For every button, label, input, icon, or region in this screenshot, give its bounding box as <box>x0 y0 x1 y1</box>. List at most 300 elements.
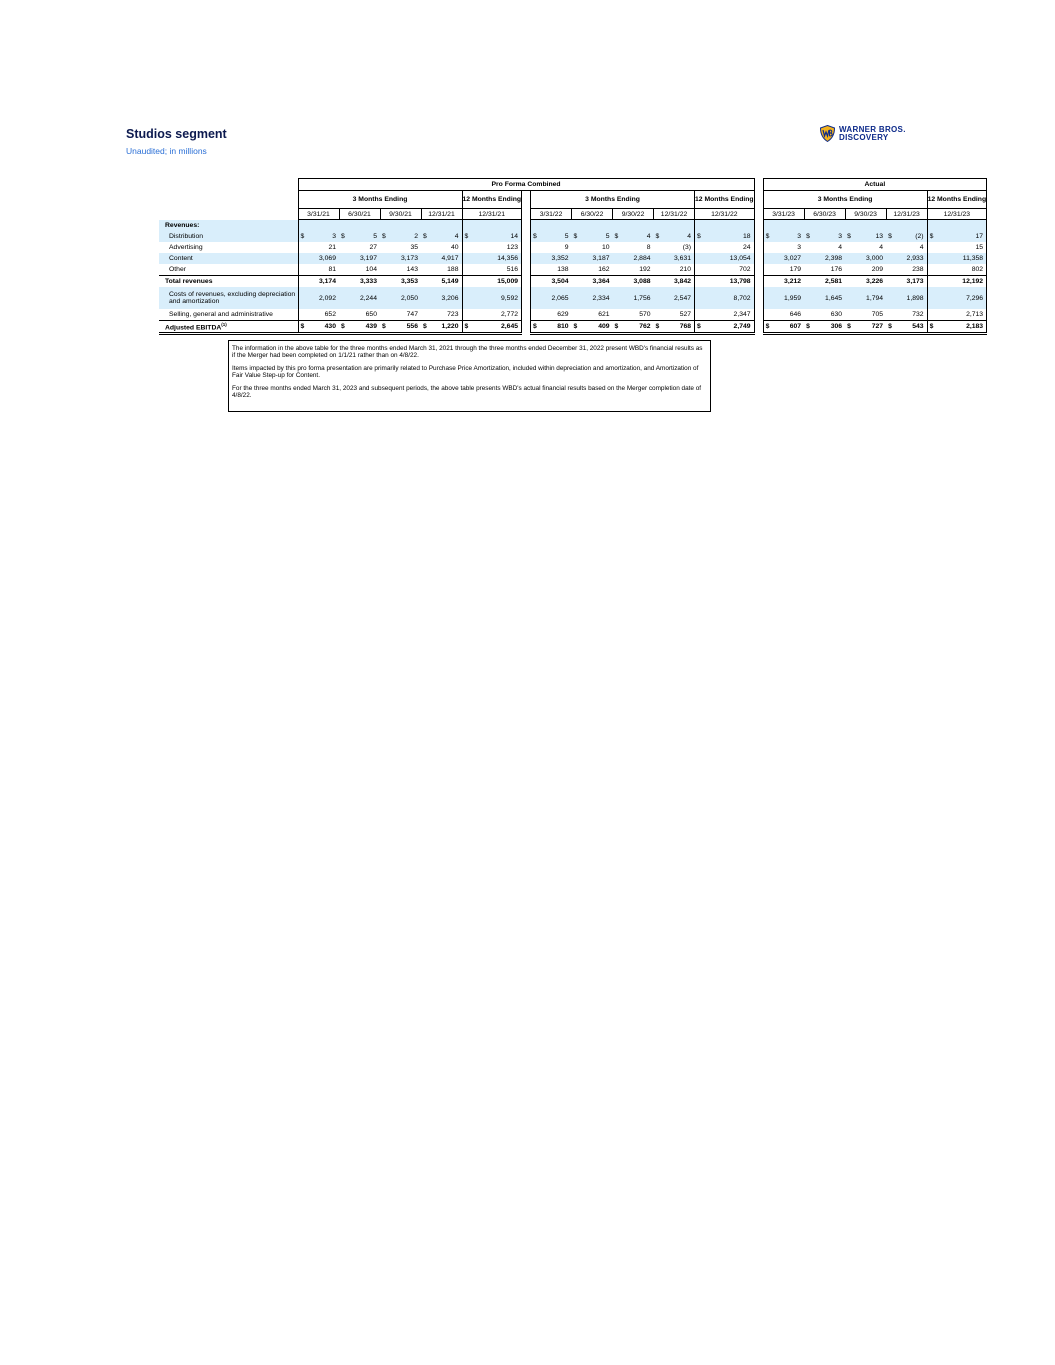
value-cell <box>845 276 886 288</box>
value-text: 14 <box>510 233 519 240</box>
value-cell <box>763 276 804 288</box>
value-cell <box>421 264 462 276</box>
value-text: 179 <box>789 266 802 273</box>
value-cell <box>298 253 339 264</box>
value-text: 2 <box>414 233 418 240</box>
value-cell <box>339 287 380 309</box>
value-text: 2,547 <box>674 294 692 302</box>
table-row <box>159 321 987 334</box>
value-cell <box>531 253 572 264</box>
value-cell <box>421 253 462 264</box>
value-cell <box>654 309 695 321</box>
value-cell <box>654 242 695 253</box>
currency-symbol: $ <box>888 233 892 240</box>
value-text: 11,358 <box>962 255 984 262</box>
value-cell <box>531 242 572 253</box>
currency-symbol: $ <box>806 233 810 240</box>
value-text: 2,772 <box>501 311 519 318</box>
value-text: 9 <box>564 244 569 251</box>
value-cell <box>531 276 572 288</box>
date-header: 12/31/22 <box>654 209 695 220</box>
value-text: 192 <box>639 266 651 273</box>
value-text: 2,884 <box>633 255 651 262</box>
value-cell <box>339 321 380 334</box>
row-label: Other <box>169 266 186 273</box>
value-cell <box>804 287 845 309</box>
value-cell <box>845 309 886 321</box>
value-cell <box>695 253 755 264</box>
value-text: 4 <box>454 233 459 240</box>
value-cell <box>654 276 695 288</box>
value-cell <box>298 287 339 309</box>
header-row-periods <box>159 191 987 209</box>
value-text: 3,027 <box>784 255 802 262</box>
value-text: 439 <box>365 323 377 330</box>
currency-symbol: $ <box>300 233 305 240</box>
value-text: 2,065 <box>551 294 569 302</box>
value-cell <box>462 242 522 253</box>
value-cell <box>763 321 804 334</box>
value-cell <box>531 231 572 242</box>
value-cell <box>421 321 462 334</box>
value-text: 15 <box>975 244 984 251</box>
value-cell <box>804 309 845 321</box>
value-text: 629 <box>557 311 569 318</box>
value-text: 209 <box>871 266 884 273</box>
value-cell <box>695 287 755 309</box>
value-text: 2,749 <box>733 323 751 330</box>
value-cell <box>572 276 613 288</box>
value-cell <box>572 231 613 242</box>
header-row-groups <box>159 179 987 191</box>
period-12-months-b: 12 Months Ending <box>695 191 755 209</box>
value-cell <box>845 231 886 242</box>
currency-symbol: $ <box>806 323 810 330</box>
value-text: 1,220 <box>441 323 459 330</box>
currency-symbol: $ <box>382 233 386 240</box>
value-cell <box>886 321 927 334</box>
value-text: 188 <box>447 266 459 273</box>
value-cell <box>339 264 380 276</box>
currency-symbol: $ <box>341 233 345 240</box>
value-cell <box>763 264 804 276</box>
value-cell <box>613 242 654 253</box>
value-cell <box>380 321 421 334</box>
value-text: 13,054 <box>729 255 751 262</box>
value-text: 2,244 <box>359 294 377 302</box>
value-cell <box>462 231 522 242</box>
currency-symbol: $ <box>929 233 934 240</box>
value-cell <box>380 264 421 276</box>
footnotes-box <box>228 340 711 412</box>
value-cell <box>845 287 886 309</box>
currency-symbol: $ <box>888 323 892 330</box>
value-text: 7,296 <box>966 294 984 302</box>
value-cell <box>462 264 522 276</box>
value-text: 1,898 <box>906 294 924 302</box>
period-3-months-a: 3 Months Ending <box>298 191 462 209</box>
currency-symbol: $ <box>464 233 469 240</box>
value-text: 3,174 <box>318 278 336 285</box>
currency-symbol: $ <box>765 233 770 240</box>
value-cell <box>462 287 522 309</box>
value-text: 3 <box>797 244 802 251</box>
date-header: 12/31/23 <box>886 209 927 220</box>
value-text: 138 <box>557 266 569 273</box>
page-title: Studios segment <box>126 127 227 141</box>
table-row <box>159 231 987 242</box>
value-cell <box>927 309 987 321</box>
value-text: 12,192 <box>962 278 984 285</box>
value-text: 306 <box>830 323 843 330</box>
currency-symbol: $ <box>847 323 851 330</box>
value-cell <box>298 242 339 253</box>
value-cell <box>763 242 804 253</box>
value-text: 3,352 <box>551 255 569 262</box>
value-text: 762 <box>639 323 651 330</box>
value-cell <box>695 264 755 276</box>
value-text: 14,356 <box>497 255 519 262</box>
value-cell <box>886 276 927 288</box>
value-text: 2,933 <box>906 255 924 262</box>
value-text: 543 <box>912 323 924 330</box>
value-text: 3,088 <box>633 278 651 285</box>
value-cell <box>531 321 572 334</box>
value-text: 702 <box>739 266 751 273</box>
revenues-section-label: Revenues: <box>159 220 298 232</box>
value-cell <box>613 276 654 288</box>
header-row-dates <box>159 209 987 220</box>
value-text: 162 <box>598 266 610 273</box>
currency-symbol: $ <box>382 323 386 330</box>
value-text: 238 <box>912 266 924 273</box>
value-text: 3 <box>797 233 802 240</box>
value-text: 18 <box>743 233 751 240</box>
currency-symbol: $ <box>573 233 578 240</box>
date-header: 12/31/21 <box>421 209 462 220</box>
value-cell <box>572 287 613 309</box>
value-text: 2,334 <box>592 294 610 302</box>
value-text: 176 <box>830 266 843 273</box>
value-text: 621 <box>598 311 610 318</box>
currency-symbol: $ <box>533 233 537 240</box>
value-text: 810 <box>557 323 569 330</box>
value-cell <box>927 287 987 309</box>
value-cell <box>695 231 755 242</box>
company-logo <box>820 125 906 142</box>
value-cell <box>339 253 380 264</box>
value-cell <box>804 264 845 276</box>
value-cell <box>804 242 845 253</box>
date-header: 12/31/23 <box>927 209 987 220</box>
currency-symbol: $ <box>697 323 701 330</box>
value-cell <box>613 253 654 264</box>
value-cell <box>380 276 421 288</box>
value-cell <box>339 309 380 321</box>
value-text: 2,398 <box>825 255 843 262</box>
value-text: 3,333 <box>359 278 377 285</box>
value-cell <box>421 309 462 321</box>
value-cell <box>804 253 845 264</box>
value-cell <box>763 231 804 242</box>
currency-symbol: $ <box>533 323 537 330</box>
value-text: 40 <box>450 244 459 251</box>
value-cell <box>763 253 804 264</box>
table-row <box>159 309 987 321</box>
value-cell <box>298 309 339 321</box>
value-text: 3,187 <box>592 255 610 262</box>
value-cell <box>380 287 421 309</box>
value-text: 15,009 <box>497 278 519 285</box>
value-cell <box>298 231 339 242</box>
value-text: 430 <box>324 323 336 330</box>
value-cell <box>613 287 654 309</box>
row-label: Advertising <box>169 244 203 251</box>
value-text: 1,756 <box>633 294 651 302</box>
value-text: 3,212 <box>784 278 802 285</box>
note-pro-forma: The information in the above table for the three months ended March 31, 2021 through the three months ended December 31, 2022 present WBD's financial results as if the Merger had been completed on 1/1/21 rather than on 4/8/22. <box>232 345 703 359</box>
value-text: 4 <box>646 233 651 240</box>
value-cell <box>886 231 927 242</box>
value-cell <box>886 287 927 309</box>
currency-symbol: $ <box>614 323 619 330</box>
value-cell <box>613 231 654 242</box>
value-cell <box>380 309 421 321</box>
value-cell <box>462 276 522 288</box>
row-label: Costs of revenues, excluding depreciation and amortization <box>159 287 298 309</box>
value-cell <box>462 253 522 264</box>
value-cell <box>654 287 695 309</box>
value-cell <box>531 309 572 321</box>
value-text: 652 <box>324 311 336 318</box>
value-cell <box>695 309 755 321</box>
currency-symbol: $ <box>697 233 701 240</box>
date-header: 6/30/23 <box>804 209 845 220</box>
value-cell <box>654 321 695 334</box>
currency-symbol: $ <box>847 233 851 240</box>
value-text: 5 <box>605 233 610 240</box>
value-text: 8,702 <box>733 294 751 302</box>
value-text: 3,364 <box>592 278 610 285</box>
value-text: 3,842 <box>674 278 692 285</box>
value-text: 4 <box>879 244 884 251</box>
value-text: 4 <box>838 244 843 251</box>
value-text: 650 <box>365 311 377 318</box>
value-text: 3,353 <box>400 278 418 285</box>
note-items-impacted: Items impacted by this pro forma presentation are primarily related to Purchase Price Amortization, included within depreciation and amortization, and Amortization of Fair Value Step-up for Content. <box>232 365 699 379</box>
value-text: 646 <box>789 311 802 318</box>
value-cell <box>927 231 987 242</box>
value-cell <box>613 264 654 276</box>
value-text: 607 <box>789 323 802 330</box>
value-text: 3,173 <box>400 255 418 262</box>
value-text: 2,713 <box>966 311 984 318</box>
value-text: 3,000 <box>866 255 884 262</box>
currency-symbol: $ <box>765 323 770 330</box>
value-text: 1,959 <box>784 294 802 302</box>
table-row <box>159 276 987 288</box>
date-header: 9/30/22 <box>613 209 654 220</box>
value-cell <box>845 242 886 253</box>
value-text: 2,581 <box>825 278 843 285</box>
value-text: 104 <box>365 266 377 273</box>
row-label: Adjusted EBITDA$^{(1)}$ <box>159 321 298 334</box>
note-actual-results: For the three months ended March 31, 2023 and subsequent periods, the above table presents WBD's actual financial results based on the Merger completion date of 4/8/22. <box>232 385 702 399</box>
value-cell <box>613 309 654 321</box>
period-12-months-c: 12 Months Ending <box>927 191 987 209</box>
value-text: 630 <box>830 311 843 318</box>
value-text: 3,173 <box>906 278 924 285</box>
value-cell <box>421 287 462 309</box>
value-text: 556 <box>406 323 418 330</box>
value-cell <box>695 242 755 253</box>
value-text: 13,798 <box>729 278 751 285</box>
studios-segment-table <box>159 178 987 335</box>
value-text: 2,347 <box>733 311 751 318</box>
value-text: 2,050 <box>400 294 418 302</box>
value-text: 570 <box>639 311 651 318</box>
value-text: 802 <box>971 266 984 273</box>
value-text: 8 <box>646 244 651 251</box>
wb-shield-icon <box>820 125 835 142</box>
value-text: 81 <box>328 266 336 273</box>
value-cell <box>572 264 613 276</box>
value-text: 5,149 <box>441 278 459 285</box>
value-cell <box>421 242 462 253</box>
row-label: Selling, general and administrative <box>169 311 273 318</box>
value-cell <box>421 231 462 242</box>
value-text: 4 <box>919 244 924 251</box>
date-header: 6/30/21 <box>339 209 380 220</box>
value-text: 24 <box>743 244 751 251</box>
currency-symbol: $ <box>573 323 578 330</box>
value-cell <box>927 264 987 276</box>
value-cell <box>804 321 845 334</box>
value-cell <box>298 276 339 288</box>
value-text: 5 <box>564 233 569 240</box>
value-text: 21 <box>328 244 336 251</box>
period-3-months-b: 3 Months Ending <box>531 191 695 209</box>
value-text: 2,183 <box>966 323 984 330</box>
value-text: 9,592 <box>501 294 519 302</box>
value-cell <box>339 276 380 288</box>
logo-line-1: WARNER BROS. <box>839 124 906 134</box>
value-text: 727 <box>871 323 884 330</box>
value-cell <box>886 242 927 253</box>
value-cell <box>654 253 695 264</box>
value-cell <box>380 231 421 242</box>
value-cell <box>886 253 927 264</box>
value-cell <box>927 276 987 288</box>
value-cell <box>380 242 421 253</box>
value-cell <box>804 231 845 242</box>
value-cell <box>845 321 886 334</box>
value-cell <box>927 253 987 264</box>
value-text: 17 <box>975 233 984 240</box>
currency-symbol: $ <box>655 233 660 240</box>
currency-symbol: $ <box>300 323 305 330</box>
value-cell <box>654 264 695 276</box>
row-label: Total revenues <box>159 276 298 288</box>
value-cell <box>298 321 339 334</box>
value-cell <box>763 287 804 309</box>
value-cell <box>531 287 572 309</box>
value-cell <box>380 253 421 264</box>
value-cell <box>927 242 987 253</box>
group-pro-forma-combined: Pro Forma Combined <box>298 179 754 191</box>
value-cell <box>572 242 613 253</box>
value-cell <box>572 253 613 264</box>
currency-symbol: $ <box>423 233 427 240</box>
row-label: Distribution <box>159 231 298 242</box>
value-text: 10 <box>601 244 610 251</box>
value-text: 27 <box>369 244 377 251</box>
value-cell <box>654 231 695 242</box>
value-text: 747 <box>406 311 418 318</box>
date-header: 12/31/22 <box>695 209 755 220</box>
value-cell <box>613 321 654 334</box>
value-cell <box>804 276 845 288</box>
value-text: 723 <box>447 311 459 318</box>
value-cell <box>339 231 380 242</box>
value-text: 123 <box>506 244 519 251</box>
value-text: (3) <box>682 244 692 251</box>
value-text: 705 <box>871 311 884 318</box>
value-text: 3,631 <box>674 255 692 262</box>
currency-symbol: $ <box>423 323 427 330</box>
table-row <box>159 253 987 264</box>
value-cell <box>845 264 886 276</box>
value-text: 732 <box>912 311 924 318</box>
value-text: 409 <box>598 323 610 330</box>
value-cell <box>695 276 755 288</box>
value-cell <box>695 321 755 334</box>
table-row <box>159 287 987 309</box>
value-text: 527 <box>679 311 692 318</box>
value-text: 3,226 <box>866 278 884 285</box>
value-cell <box>886 309 927 321</box>
value-text: 3 <box>838 233 843 240</box>
table-row <box>159 242 987 253</box>
value-cell <box>572 321 613 334</box>
period-3-months-c: 3 Months Ending <box>763 191 927 209</box>
value-text: 1,794 <box>866 294 884 302</box>
date-header: 9/30/23 <box>845 209 886 220</box>
value-cell <box>421 276 462 288</box>
value-text: 3,069 <box>318 255 336 262</box>
value-text: 5 <box>373 233 377 240</box>
value-text: 3,504 <box>551 278 569 285</box>
currency-symbol: $ <box>464 323 469 330</box>
date-header: 9/30/21 <box>380 209 421 220</box>
value-text: 516 <box>506 266 519 273</box>
value-text: 143 <box>406 266 418 273</box>
date-header: 6/30/22 <box>572 209 613 220</box>
currency-symbol: $ <box>655 323 660 330</box>
value-cell <box>298 264 339 276</box>
currency-symbol: $ <box>341 323 345 330</box>
revenues-section-row <box>159 220 987 232</box>
value-cell <box>572 309 613 321</box>
value-cell <box>763 309 804 321</box>
page-subtitle: Unaudited; in millions <box>126 146 207 156</box>
group-actual: Actual <box>763 179 987 191</box>
value-text: 210 <box>679 266 692 273</box>
currency-symbol: $ <box>614 233 619 240</box>
date-header: 3/31/22 <box>531 209 572 220</box>
value-text: 13 <box>875 233 884 240</box>
value-text: 3 <box>332 233 336 240</box>
